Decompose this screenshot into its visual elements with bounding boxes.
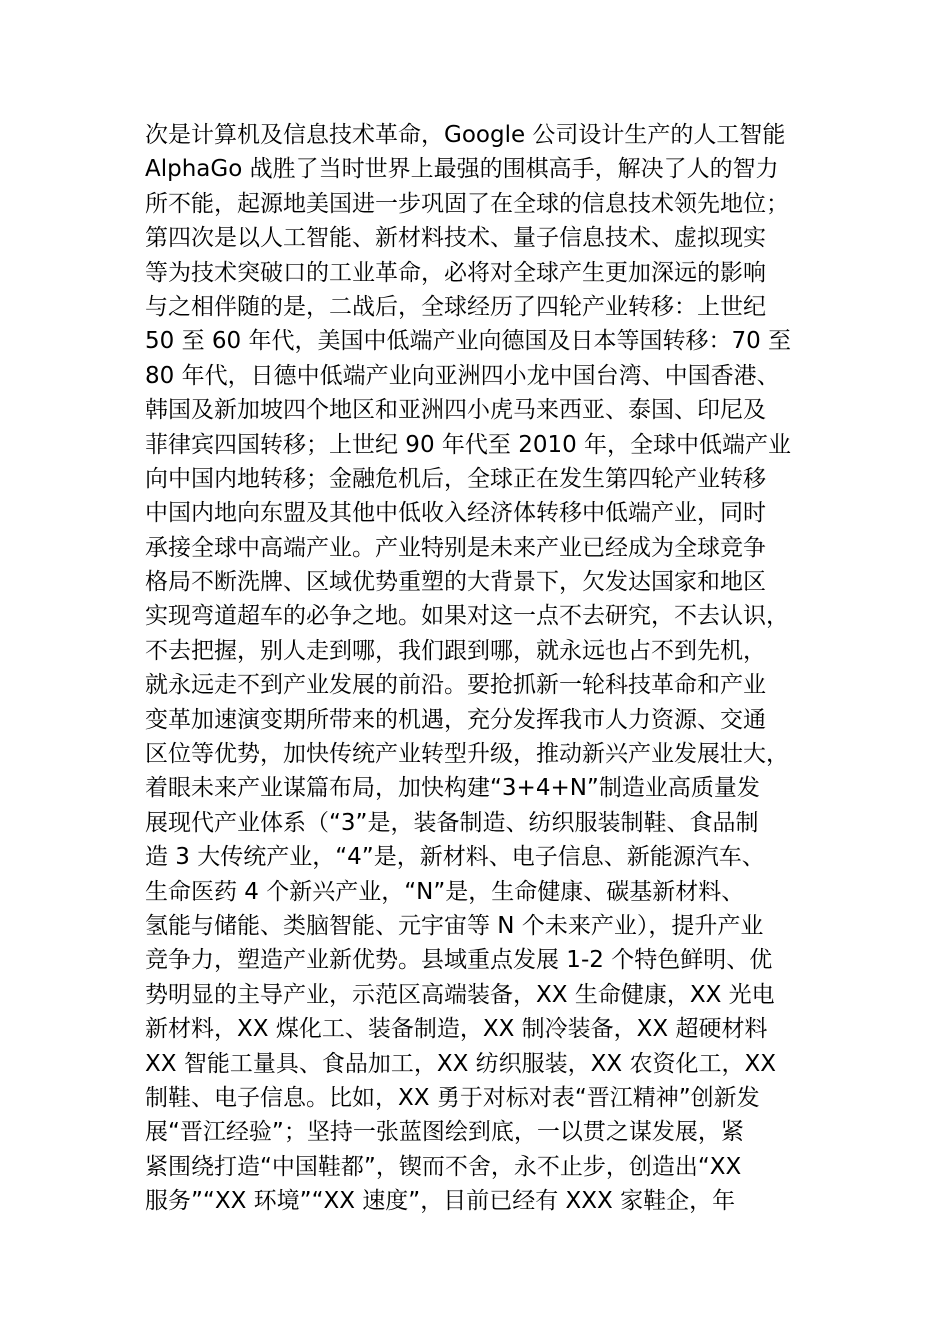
text-line: 实现弯道超车的必争之地。如果对这一点不去研究，不去认识， bbox=[145, 603, 789, 630]
text-line: 新材料，XX 煤化工、装备制造，XX 制冷装备，XX 超硬材料 bbox=[145, 1016, 768, 1043]
text-line: 等为技术突破口的工业革命，必将对全球产生更加深远的影响 bbox=[145, 259, 766, 286]
text-line: 80 年代，日德中低端产业向亚洲四小龙中国台湾、中国香港、 bbox=[145, 362, 780, 389]
text-line: 造 3 大传统产业，“4”是，新材料、电子信息、新能源汽车、 bbox=[145, 844, 765, 871]
text-line: 中国内地向东盟及其他中低收入经济体转移中低端产业，同时 bbox=[145, 500, 766, 527]
text-line: 氢能与储能、类脑智能、元宇宙等 N 个未来产业），提升产业 bbox=[145, 912, 764, 939]
text-line: 韩国及新加坡四个地区和亚洲四小虎马来西亚、泰国、印尼及 bbox=[145, 397, 766, 424]
text-line: 承接全球中高端产业。产业特别是未来产业已经成为全球竞争 bbox=[145, 534, 766, 561]
text-line: 区位等优势，加快传统产业转型升级，推动新兴产业发展壮大， bbox=[145, 741, 789, 768]
text-line: 服务”“XX 环境”“XX 速度”，目前已经有 XXX 家鞋企，年 bbox=[145, 1188, 736, 1215]
text-line: 势明显的主导产业，示范区高端装备，XX 生命健康，XX 光电 bbox=[145, 981, 775, 1008]
text-line: 就永远走不到产业发展的前沿。要抢抓新一轮科技革命和产业 bbox=[145, 672, 766, 699]
text-line: 次是计算机及信息技术革命，Google 公司设计生产的人工智能 bbox=[145, 122, 786, 148]
text-line: 制鞋、电子信息。比如，XX 勇于对标对表“晋江精神”创新发 bbox=[145, 1084, 760, 1111]
text-line: 着眼未来产业谋篇布局，加快构建“3+4+N”制造业高质量发 bbox=[145, 775, 760, 802]
text-line: 50 至 60 年代，美国中低端产业向德国及日本等国转移：70 至 bbox=[145, 328, 792, 355]
text-line: 向中国内地转移；金融危机后，全球正在发生第四轮产业转移 bbox=[145, 465, 766, 492]
text-line: 展“晋江经验”；坚持一张蓝图绘到底，一以贯之谋发展，紧 bbox=[145, 1119, 744, 1146]
text-line: 格局不断洗牌、区域优势重塑的大背景下，欠发达国家和地区 bbox=[145, 569, 766, 596]
text-line: 菲律宾四国转移；上世纪 90 年代至 2010 年，全球中低端产业 bbox=[145, 431, 792, 458]
text-line: 变革加速演变期所带来的机遇，充分发挥我市人力资源、交通 bbox=[145, 706, 766, 733]
text-line: 生命医药 4 个新兴产业，“N”是，生命健康、碳基新材料、 bbox=[145, 878, 745, 905]
text-line: 展现代产业体系（“3”是，装备制造、纺织服装制鞋、食品制 bbox=[145, 809, 759, 836]
text-line: 紧围绕打造“中国鞋都”，锲而不舍，永不止步，创造出“XX bbox=[145, 1153, 742, 1180]
text-line: XX 智能工量具、食品加工，XX 纺织服装，XX 农资化工，XX bbox=[145, 1050, 776, 1077]
text-line: AlphaGo 战胜了当时世界上最强的围棋高手，解决了人的智力 bbox=[145, 156, 779, 183]
text-line: 所不能，起源地美国进一步巩固了在全球的信息技术领先地位； bbox=[145, 190, 789, 217]
text-line: 与之相伴随的是，二战后，全球经历了四轮产业转移：上世纪 bbox=[145, 293, 766, 320]
text-line: 第四次是以人工智能、新材料技术、量子信息技术、虚拟现实 bbox=[145, 225, 766, 252]
text-line: 竞争力，塑造产业新优势。县域重点发展 1-2 个特色鲜明、优 bbox=[145, 947, 773, 974]
body-paragraph bbox=[145, 118, 825, 1219]
text-line: 不去把握，别人走到哪，我们跟到哪，就永远也占不到先机， bbox=[145, 637, 766, 664]
